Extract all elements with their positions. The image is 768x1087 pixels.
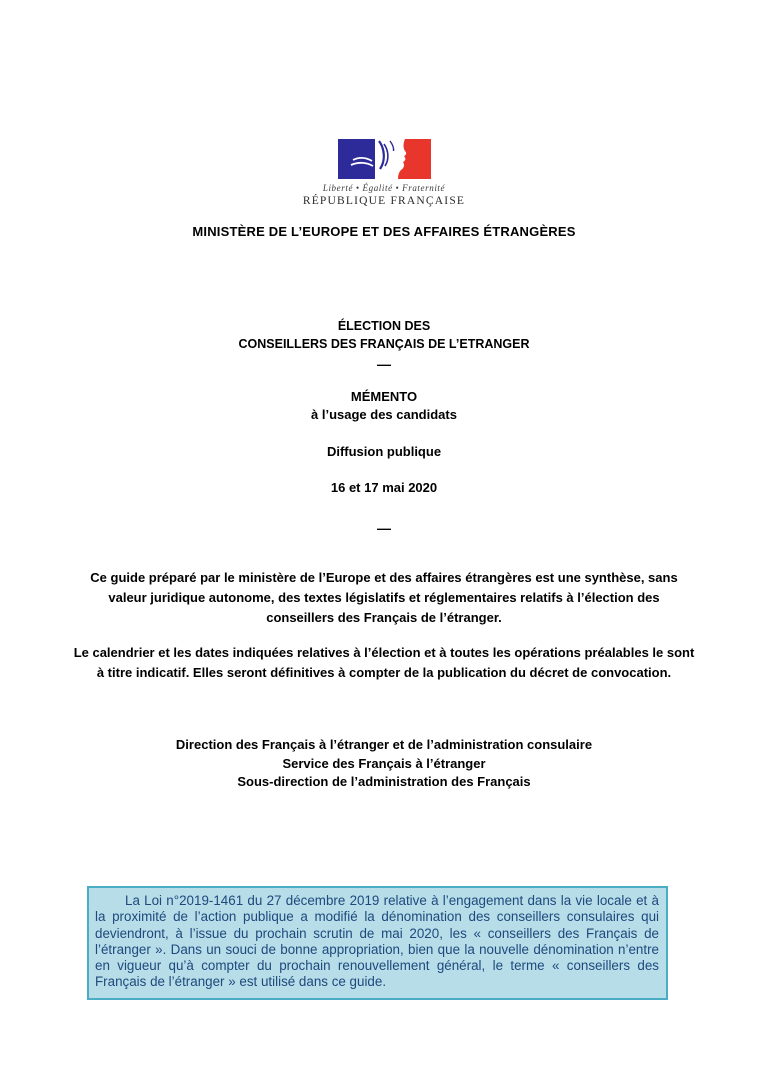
signature-direction: Direction des Français à l’étranger et de l’administration consulaire	[175, 737, 593, 752]
french-republic-logo	[0, 139, 768, 207]
separator-dash-2: —	[377, 520, 391, 536]
signature-block	[0, 736, 768, 792]
document-title-line1: ÉLECTION DES	[337, 319, 431, 333]
signature-service: Service des Français à l’étranger	[282, 755, 486, 771]
legal-notice-text: La Loi n°2019-1461 du 27 décembre 2019 relative à l’engagement dans la vie locale et à la proximité de l’action publique a modifié la dénomination des conseillers consulaires qui deviendront, à l’issue du prochain scrutin de mai 2020, les « conseillers des Français de l’étranger ». Dans un souci de bonne appropriation, bien que la nouvelle dénomination n’entre en vigueur qu’à compter du prochain renouvellement général, le terme « conseillers des Français de l’étranger » est utilisé dans ce guide.	[95, 893, 659, 990]
separator-dash-1: —	[377, 356, 391, 372]
intro-paragraph: Ce guide préparé par le ministère de l’Europe et des affaires étrangères est une synthèse, sans valeur juridique autonome, des textes législatifs et réglementaires relatifs à l’élection des conseillers des Français de l’étranger.	[90, 570, 678, 625]
logo-motto: Liberté • Égalité • Fraternité	[322, 183, 446, 193]
legal-notice-box	[87, 886, 668, 1000]
document-title	[0, 318, 768, 353]
memento-subtitle: à l’usage des candidats	[311, 406, 457, 422]
signature-sous-direction: Sous-direction de l’administration des Français	[237, 774, 531, 789]
election-dates: 16 et 17 mai 2020	[330, 480, 438, 495]
ministry-heading: MINISTÈRE DE L’EUROPE ET DES AFFAIRES ÉTRANGÈRES	[192, 224, 576, 239]
french-flag-icon	[338, 139, 431, 179]
memento-block	[0, 388, 768, 423]
diffusion-label: Diffusion publique	[326, 444, 442, 459]
calendar-paragraph: Le calendrier et les dates indiquées relatives à l’élection et à toutes les opérations préalables le sont à titre indicatif. Elles seront définitives à compter de la publication du décret de convocation.	[73, 645, 695, 680]
document-title-line2: CONSEILLERS DES FRANÇAIS DE L’ETRANGER	[238, 336, 530, 351]
memento-title: MÉMENTO	[350, 389, 418, 404]
logo-republic-name: RÉPUBLIQUE FRANÇAISE	[302, 195, 466, 207]
